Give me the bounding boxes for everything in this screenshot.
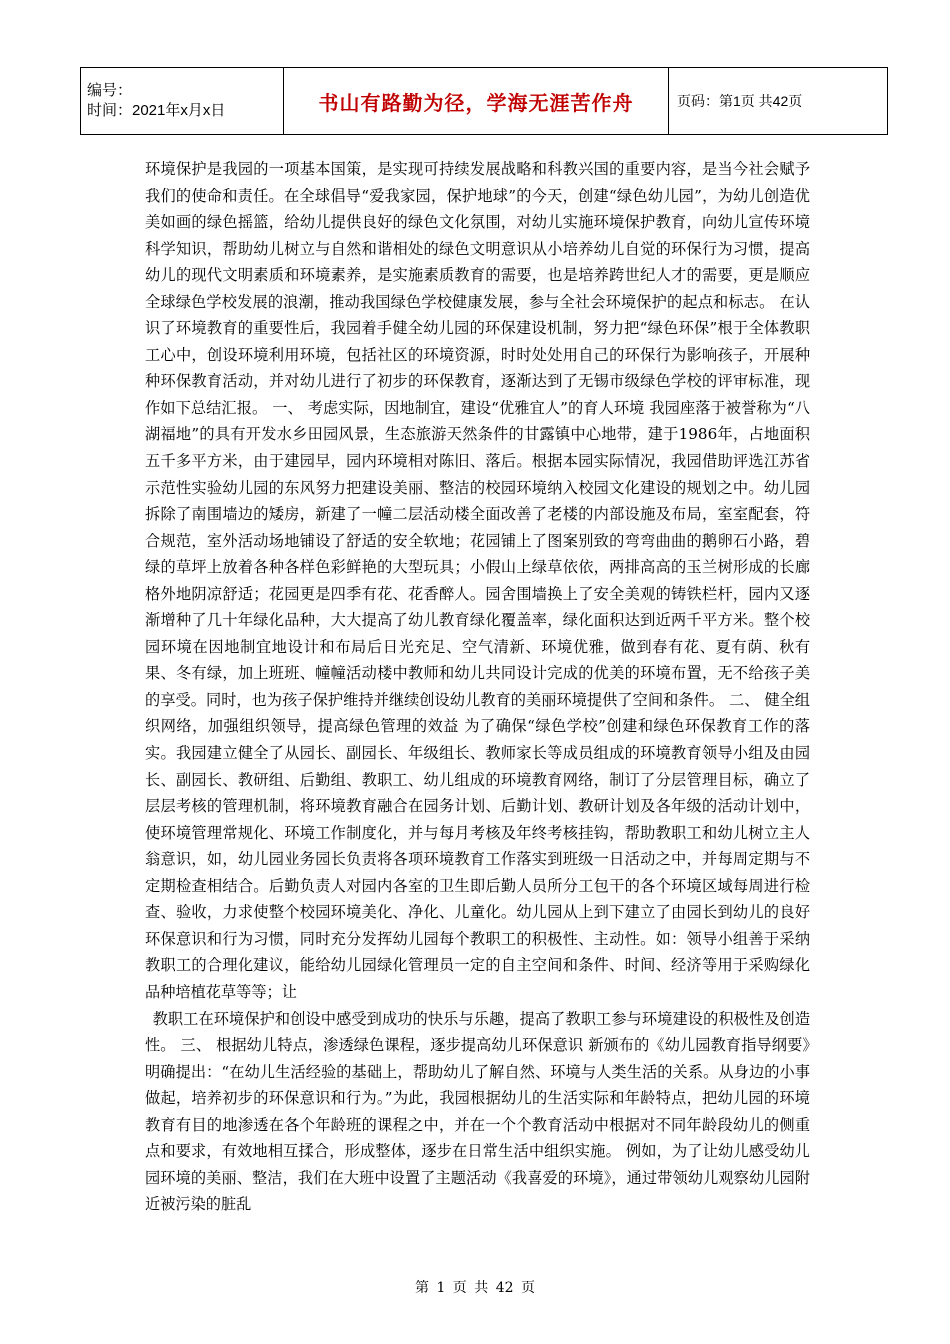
document-number-label: 编号： <box>87 82 133 99</box>
document-body <box>145 156 810 1218</box>
header-motto-cell <box>284 68 669 135</box>
header-page-cell <box>669 68 888 135</box>
body-paragraph: 环境保护是我园的一项基本国策，是实现可持续发展战略和科教兴国的重要内容，是当今社会赋予我们的使命和责任。在全球倡导“爱我家园，保护地球”的今天，创建“绿色幼儿园”，为幼儿创造优美如画的绿色摇篮，给幼儿提供良好的绿色文化氛围，对幼儿实施环境保护教育，向幼儿宣传环境科学知识，帮助幼儿树立与自然和谐相处的绿色文明意识从小培养幼儿自觉的环保行为习惯，提高幼儿的现代文明素质和环境素养，是实施素质教育的需要，也是培养跨世纪人才的需要，更是顺应全球绿色学校发展的浪潮，推动我国绿色学校健康发展，参与全社会环境保护的起点和标志。 在认识了环境教育的重要性后，我园着手健全幼儿园的环保建设机制，努力把“绿色环保”根于全体教职工心中，创设环境利用环境，包括社区的环境资源，时时处处用自己的环保行为影响孩子，开展种种环保教育活动，并对幼儿进行了初步的环保教育，逐渐达到了无锡市级绿色学校的评审标准，现作如下总结汇报。 一、 考虑实际，因地制宜，建设“优雅宜人”的育人环境 我园座落于被誉称为“八湖福地”的具有开发水乡田园风景，生态旅游天然条件的甘露镇中心地带，建于1986年，占地面积五千多平方米，由于建园早，园内环境相对陈旧、落后。根据本园实际情况，我园借助评选江苏省示范性实验幼儿园的东风努力把建设美丽、整洁的校园环境纳入校园文化建设的规划之中。幼儿园拆除了南围墙边的矮房，新建了一幢二层活动楼全面改善了老楼的内部设施及布局，室室配套，符合规范，室外活动场地铺设了舒适的安全软地；花园铺上了图案别致的弯弯曲曲的鹅卵石小路，碧绿的草坪上放着各种各样色彩鲜艳的大型玩具；小假山上绿草依依，两排高高的玉兰树形成的长廊格外地阴凉舒适；花园更是四季有花、花香醉人。园舍围墙换上了安全美观的铸铁栏杆，园内又逐渐增种了几十年绿化品种，大大提高了幼儿教育绿化覆盖率，绿化面积达到近两千平方米。整个校园环境在因地制宜地设计和布局后日光充足、空气清新、环境优雅，做到春有花、夏有荫、秋有果、冬有绿，加上班班、幢幢活动楼中教师和幼儿共同设计完成的优美的环境布置，无不给孩子美的享受。同时，也为孩子保护维持并继续创设幼儿教育的美丽环境提供了空间和条件。 二、 健全组织网络，加强组织领导，提高绿色管理的效益 为了确保“绿色学校”创建和绿色环保教育工作的落实。我园建立健全了从园长、副园长、年级组长、教师家长等成员组成的环境教育领导小组及由园长、副园长、教研组、后勤组、教职工、幼儿组成的环境教育网络，制订了分层管理目标，确立了层层考核的管理机制，将环境教育融合在园务计划、后勤计划、教研计划及各年级的活动计划中，使环境管理常规化、环境工作制度化，并与每月考核及年终考核挂钩，帮助教职工和幼儿树立主人翁意识，如，幼儿园业务园长负责将各项环境教育工作落实到班级一日活动之中，并每周定期与不定期检查相结合。后勤负责人对园内各室的卫生即后勤人员所分工包干的各个环境区域每周进行检查、验收，力求使整个校园环境美化、净化、儿童化。幼儿园从上到下建立了由园长到幼儿的良好环保意识和行为习惯，同时充分发挥幼儿园每个教职工的积极性、主动性。如：领导小组善于采纳教职工的合理化建议，能给幼儿园绿化管理员一定的自主空间和条件、时间、经济等用于采购绿化品种培植花草等等；让 <box>145 160 810 1001</box>
document-header <box>80 67 888 135</box>
page-footer: 第 1 页 共 42 页 <box>415 1280 535 1296</box>
document-time-label: 时间：2021年x月x日 <box>87 102 226 119</box>
header-motto: 书山有路勤为径，学海无涯苦作舟 <box>318 90 634 115</box>
header-meta-cell <box>81 68 284 135</box>
body-paragraph: 教职工在环境保护和创设中感受到成功的快乐与乐趣，提高了教职工参与环境建设的积极性及创造性。 三、 根据幼儿特点，渗透绿色课程，逐步提高幼儿环保意识 新颁布的《幼儿园教育指导纲要》明确提出：“在幼儿生活经验的基础上，帮助幼儿了解自然、环境与人类生活的关系。从身边的小事做起，培养初步的环保意识和行为。”为此，我园根据幼儿的生活实际和年龄特点，把幼儿园的环境教育有目的地渗透在各个年龄班的课程之中，并在一个个教育活动中根据对不同年龄段幼儿的侧重点和要求，有效地相互揉合，形成整体，逐步在日常生活中组织实施。 例如，为了让幼儿感受幼儿园环境的美丽、整洁，我们在大班中设置了主题活动《我喜爱的环境》，通过带领幼儿观察幼儿园附近被污染的脏乱 <box>145 1009 810 1214</box>
header-page-code: 页码：第1页 共42页 <box>677 93 803 109</box>
